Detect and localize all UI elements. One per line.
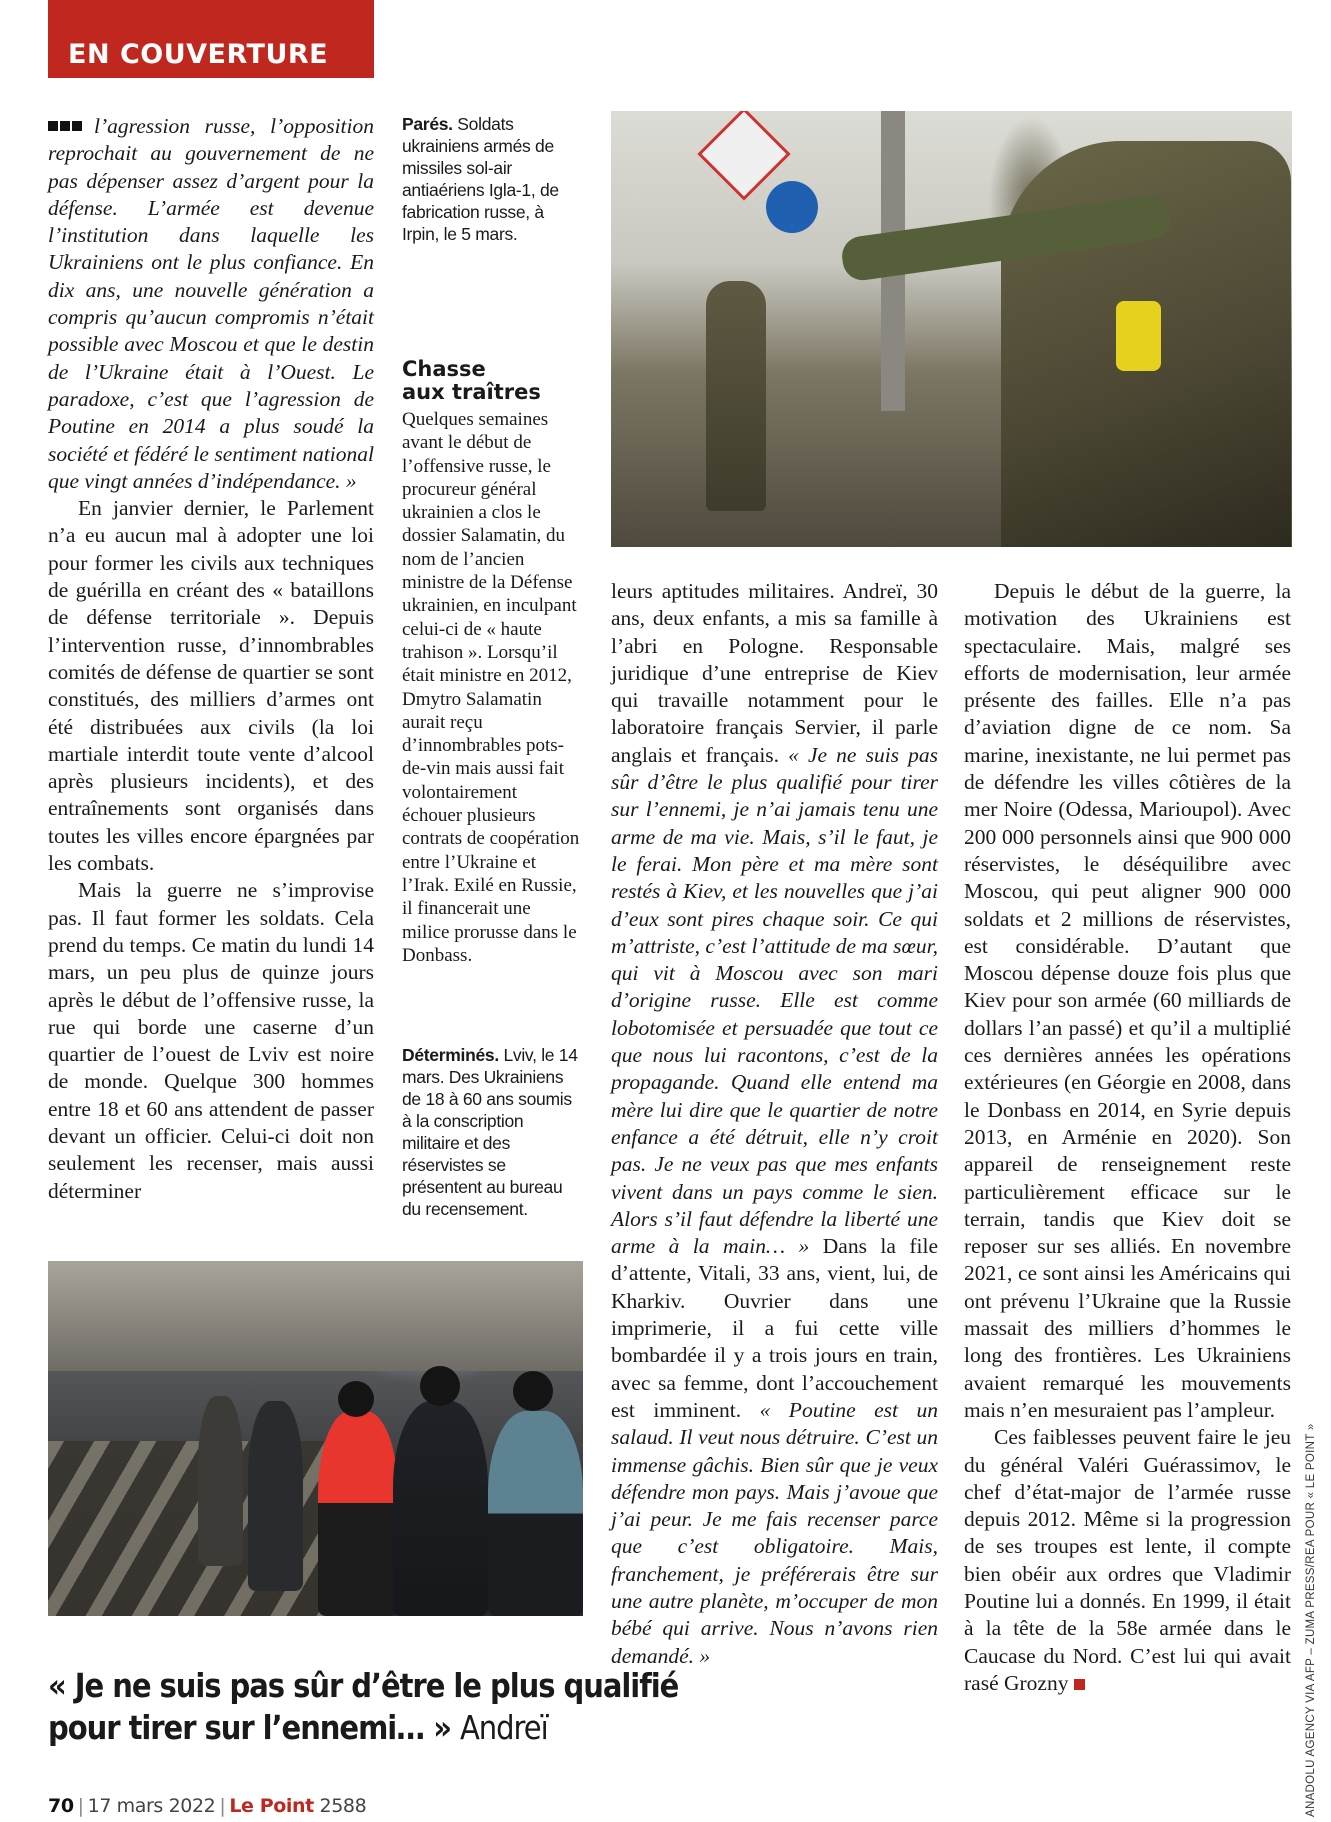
photo-element (318, 1411, 398, 1616)
continuation-marker-icon (72, 121, 82, 131)
issue-date: 17 mars 2022 (87, 1795, 216, 1817)
photo-element (248, 1401, 303, 1591)
article-column-4 (964, 578, 1291, 1697)
paragraph (611, 578, 938, 1670)
caption-text: Soldats ukrainiens armés de missiles sol-air antiaériens Igla-1, de fabrication russe, à Irpin, le 5 mars. (402, 114, 559, 244)
issue-number: 2588 (319, 1795, 367, 1817)
photo-element (338, 1381, 374, 1417)
sidebar-title (402, 358, 541, 404)
photo-caption-2 (402, 1044, 584, 1220)
photo-caption-1 (402, 113, 582, 245)
quote-vitali: « Poutine est un salaud. Il veut nous détruire. C’est un immense gâchis. Bien sûr que je veux défendre mon pays. Mais j’avoue que j’ai peur. Je me fais recenser parce que c’est obligatoire. Mais, franchement, je préférerais être sur une autre planète, m’occuper de mon bébé qui arrive. Nous n’avons rien demandé. » (611, 1397, 938, 1668)
sidebar-title-line: aux traîtres (402, 380, 541, 404)
quote-andrei: « Je ne suis pas sûr d’être le plus qualifié pour tirer sur l’ennemi, je n’ai jamais tenu une arme de ma vie. Mais, s’il le faut, je le ferai. Mon père et ma mère sont restés à Kiev, et les nouvelles que j’ai d’eux sont pires chaque soir. Ce qui m’attriste, c’est l’attitude de ma sœur, qui vit à Moscou avec son mari d’origine russe. Elle est comme lobotomisée et persuadée que tout ce que nous lui racontons, c’est de la propagande. Quand elle entend ma mère lui dire que le quartier de notre enfance a été détruit, elle n’y croit pas. Je ne veux pas que mes enfants vivent dans un pays comme le sien. Alors s’il faut défendre la liberté une arme à la main… » (611, 742, 939, 1259)
photo-queue-lviv (48, 1261, 583, 1616)
divider: | (77, 1795, 84, 1817)
page-number: 70 (48, 1795, 74, 1817)
photo-soldiers-irpin (611, 111, 1292, 547)
caption-text: Lviv, le 14 mars. Des Ukrainiens de 18 à 60 ans soumis à la conscription militaire et des réservistes se présentent au bureau du recensement. (402, 1045, 578, 1219)
divider: | (219, 1795, 226, 1817)
paragraph: Depuis le début de la guerre, la motivation des Ukrainiens est spectaculaire. Mais, malgré ses efforts de modernisation, leur armée présente des failles. Elle n’a pas d’aviation digne de ce nom. Sa marine, inexistante, ne lui permet pas de défendre les villes côtières de la mer Noire (Odessa, Marioupol). Avec 200 000 personnels ainsi que 900 000 réservistes, le déséquilibre avec Moscou, qui peut aligner 900 000 soldats et 2 millions de réservistes, est considérable. D’autant que Moscou dépense douze fois plus que Kiev pour son armée (60 milliards de dollars l’an passé) et qu’il a multiplié ces dernières années les opérations extérieures (en Géorgie en 2008, dans le Donbass en 2014, en Syrie depuis 2013, en Arménie en 2020). Son appareil de renseignement reste particulièrement efficace sur le terrain, tandis que Kiev doit se reposer sur ses alliés. En novembre 2021, ce sont ainsi les Américains qui ont prévenu l’Ukraine que la Russie massait des milliers d’hommes le long des frontières. Les Ukrainiens avaient remarqué les mouvements mais n’en mesuraient pas l’ampleur. (964, 579, 1291, 1422)
pull-quote-author: Andreï (459, 1708, 548, 1747)
photo-element (488, 1411, 583, 1616)
paragraph: Mais la guerre ne s’improvise pas. Il faut former les soldats. Cela prend du temps. Ce matin du lundi 14 mars, un peu plus de quinze jours après le début de l’offensive russe, la rue qui borde une caserne d’un quartier de l’ouest de Lviv est noire de monde. Quelque 300 hommes entre 18 et 60 ans attendent de passer devant un officier. Celui-ci doit non seulement les recenser, mais aussi déterminer (48, 878, 374, 1203)
photo-element (513, 1371, 553, 1411)
pull-quote-text: « Je ne suis pas sûr d’être le plus qualifié pour tirer sur l’ennemi… » (48, 1666, 679, 1747)
rubric-label: EN COUVERTURE (68, 39, 329, 70)
caption-lead: Déterminés. (402, 1045, 499, 1065)
body-text: Dans la file d’attente, Vitali, 33 ans, vient, lui, de Kharkiv. Ouvrier dans une imprimerie, il a fui cette ville bombardée il y a trois jours en train, avec sa femme, dont l’accouchement est imminent. (611, 1234, 938, 1422)
article-column-3 (611, 578, 938, 1670)
caption-lead: Parés. (402, 114, 453, 134)
photo-element (48, 1261, 583, 1371)
section-rubric (48, 0, 374, 78)
article-column-1 (48, 113, 374, 1205)
paragraph (964, 1424, 1291, 1697)
body-text: Ces faiblesses peuvent faire le jeu du général Valéri Guérassimov, le chef d’état-major de l’armée russe depuis 2012. Même si la progression de ses troupes est lente, il compte bien obéir aux ordres que Vladimir Poutine lui a donnés. En 1999, il était à la tête de la 58e armée dans le Caucase du Nord. C’est lui qui avait rasé Grozny (964, 1425, 1291, 1695)
sidebar-body: Quelques semaines avant le début de l’offensive russe, le procureur général ukrainien a clos le dossier Salamatin, du nom de l’ancien ministre de la Défense ukrainien, en inculpant celui-ci de « haute trahison ». Lorsqu’il était ministre en 2012, Dmytro Salamatin aurait reçu d’innombrables pots-de-vin mais aussi fait volontairement échouer plusieurs contrats de coopération entre l’Ukraine et l’Irak. Exilé en Russie, il financerait une milice prorusse dans le Donbass. (402, 409, 580, 966)
lead-quote-text: l’agression russe, l’opposition reprochait au gouvernement de ne pas dépenser assez d’argent pour la défense. L’armée est devenue l’institution dans laquelle les Ukrainiens ont le plus confiance. En dix ans, une nouvelle génération a compris qu’aucun compromis n’était possible avec Moscou et que le destin de l’Ukraine était à l’Ouest. Le paradoxe, c’est que l’agression de Poutine en 2014 a plus soudé la société et fédéré le sentiment national que vingt années d’indépendance. » (48, 114, 374, 493)
photo-element (766, 181, 818, 233)
photo-element (198, 1396, 243, 1566)
photo-element (420, 1366, 460, 1406)
page-footer (48, 1795, 366, 1817)
paragraph: En janvier dernier, le Parlement n’a eu aucun mal à adopter une loi pour former les civils aux techniques de guérilla en créant des « bataillons de défense territoriale ». Depuis l’intervention russe, d’innombrables comités de défense de quartier se sont constitués, des milliers d’armes ont été distribuées aux civils (la loi martiale interdit toute vente d’alcool après plusieurs incidents), et des entraînements sont organisés dans toutes les villes encore épargnées par les combats. (48, 496, 374, 876)
lead-quote-paragraph (48, 113, 374, 495)
end-mark-icon (1074, 1679, 1085, 1690)
photo-element (706, 281, 766, 511)
sidebar-title-line: Chasse (402, 357, 486, 381)
pull-quote (48, 1665, 717, 1749)
magazine-brand: Le Point (229, 1795, 314, 1817)
photo-element (1116, 301, 1161, 371)
photo-element (393, 1401, 488, 1616)
photo-credit: ANADOLU AGENCY VIA AFP – ZUMA PRESS/REA POUR « LE POINT » (1305, 1423, 1317, 1817)
body-text: leurs aptitudes militaires. Andreï, 30 ans, deux enfants, a mis sa famille à l’abri en Pologne. Responsable juridique d’une entreprise de Kiev qui travaille notamment pour le laboratoire français Servier, il parle anglais et français. (611, 579, 938, 767)
continuation-marker-icon (48, 121, 58, 131)
continuation-marker-icon (60, 121, 70, 131)
